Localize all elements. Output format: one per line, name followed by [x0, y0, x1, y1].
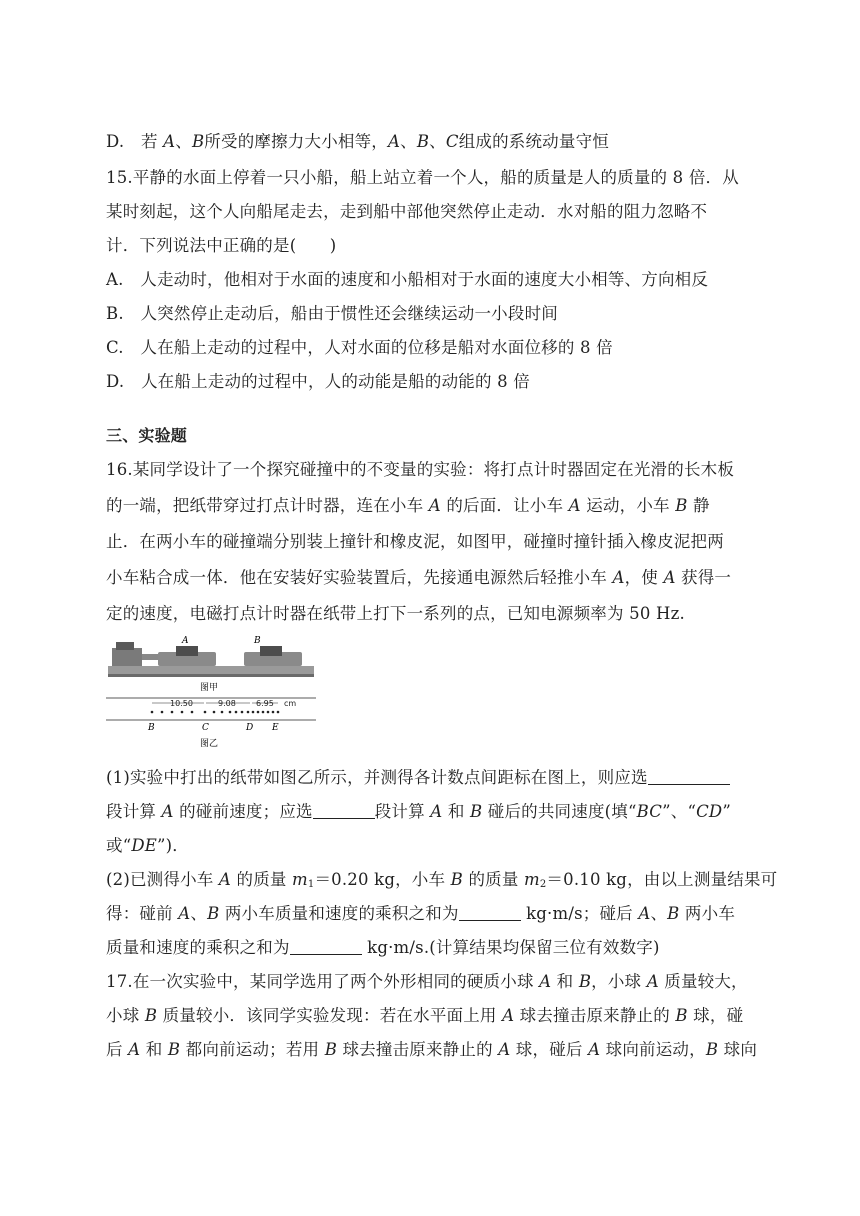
- q15-option-a: A. 人走动时，他相对于水面的速度和小船相对于水面的速度大小相等、方向相反: [106, 270, 709, 289]
- experiment-figure: [106, 632, 316, 752]
- q14-option-d: D. 若 A、B所受的摩擦力大小相等，A、B、C组成的系统动量守恒: [106, 132, 609, 151]
- point-d: D: [246, 723, 254, 733]
- q15-option-d: D. 人在船上走动的过程中，人的动能是船的动能的 8 倍: [106, 372, 530, 391]
- point-b: B: [148, 723, 155, 733]
- section-title-experiments: 三、实验题: [106, 426, 188, 445]
- q16-stem-line3: 止．在两小车的碰撞端分别装上撞针和橡皮泥，如图甲，碰撞时撞针插入橡皮泥把两: [106, 532, 724, 551]
- q17-stem-line2: 小球 B 质量较小．该同学实验发现：若在水平面上用 A 球去撞击原来静止的 B 球，碰: [106, 1006, 744, 1025]
- q15-option-b: B. 人突然停止走动后，船由于惯性还会继续运动一小段时间: [106, 304, 558, 323]
- distance-de: 6.95: [256, 699, 274, 708]
- distance-cd: 9.08: [218, 699, 236, 708]
- q16-stem-line1: 16.某同学设计了一个探究碰撞中的不变量的实验：将打点计时器固定在光滑的长木板: [106, 460, 735, 479]
- q16-part1-line3: 或“DE”)．: [106, 836, 190, 855]
- q15-stem-line2: 某时刻起，这个人向船尾走去，走到船中部他突然停止走动．水对船的阻力忽略不: [106, 202, 708, 221]
- q16-part1-line2: 段计算 A 的碰前速度；应选 段计算 A 和 B 碰后的共同速度(填“BC”、“CD”: [106, 802, 731, 821]
- timer-device: [112, 648, 142, 666]
- q16-part2-line3: 质量和速度的乘积之和为 kg·m/s.(计算结果均保留三位有效数字): [106, 938, 660, 957]
- q17-stem-line1: 17.在一次实验中，某同学选用了两个外形相同的硬质小球 A 和 B，小球 A 质量较大，: [106, 972, 748, 991]
- tape-dots: [151, 711, 280, 714]
- q15-option-c: C. 人在船上走动的过程中，人对水面的位移是船对水面位移的 8 倍: [106, 338, 613, 357]
- caption-yi: 图乙: [200, 739, 219, 749]
- q17-stem-line3: 后 A 和 B 都向前运动；若用 B 球去撞击原来静止的 A 球，碰后 A 球向前运动，B 球向: [106, 1040, 758, 1059]
- car-b-label: B: [254, 636, 261, 646]
- track-board: [108, 666, 314, 674]
- q16-stem-line5: 定的速度，电磁打点计时器在纸带上打下一系列的点，已知电源频率为 50 Hz.: [106, 604, 685, 623]
- answer-blank-3[interactable]: [459, 904, 521, 921]
- q16-stem-line2: 的一端，把纸带穿过打点计时器，连在小车 A 的后面．让小车 A 运动，小车 B 静: [106, 496, 710, 515]
- answer-blank-4[interactable]: [290, 938, 362, 955]
- unit-label: cm: [284, 699, 297, 708]
- point-e: E: [272, 723, 279, 733]
- q15-stem-line1: 15.平静的水面上停着一只小船，船上站立着一个人，船的质量是人的质量的 8 倍．从: [106, 168, 739, 187]
- q15-stem-line3: 计．下列说法中正确的是( ): [106, 236, 337, 255]
- answer-blank-1[interactable]: [648, 768, 730, 785]
- q16-part2-line1: (2)已测得小车 A 的质量 $m_1=0.20$ kg，小车 B 的质量 $m_2=0.10$ kg，由以上测量结果可: [106, 870, 778, 890]
- caption-jia: 图甲: [200, 683, 219, 693]
- q16-part2-line2: 得：碰前 A、B 两小车质量和速度的乘积之和为 kg·m/s；碰后 A、B 两小车: [106, 904, 736, 923]
- q16-stem-line4: 小车粘合成一体．他在安装好实验装置后，先接通电源然后轻推小车 A，使 A 获得一: [106, 568, 732, 587]
- point-c: C: [202, 723, 209, 733]
- distance-bc: 10.50: [170, 699, 193, 708]
- car-a-label: A: [182, 636, 189, 646]
- answer-blank-2[interactable]: [313, 802, 375, 819]
- q16-part1-line1: (1)实验中打出的纸带如图乙所示，并测得各计数点间距标在图上，则应选: [106, 766, 730, 790]
